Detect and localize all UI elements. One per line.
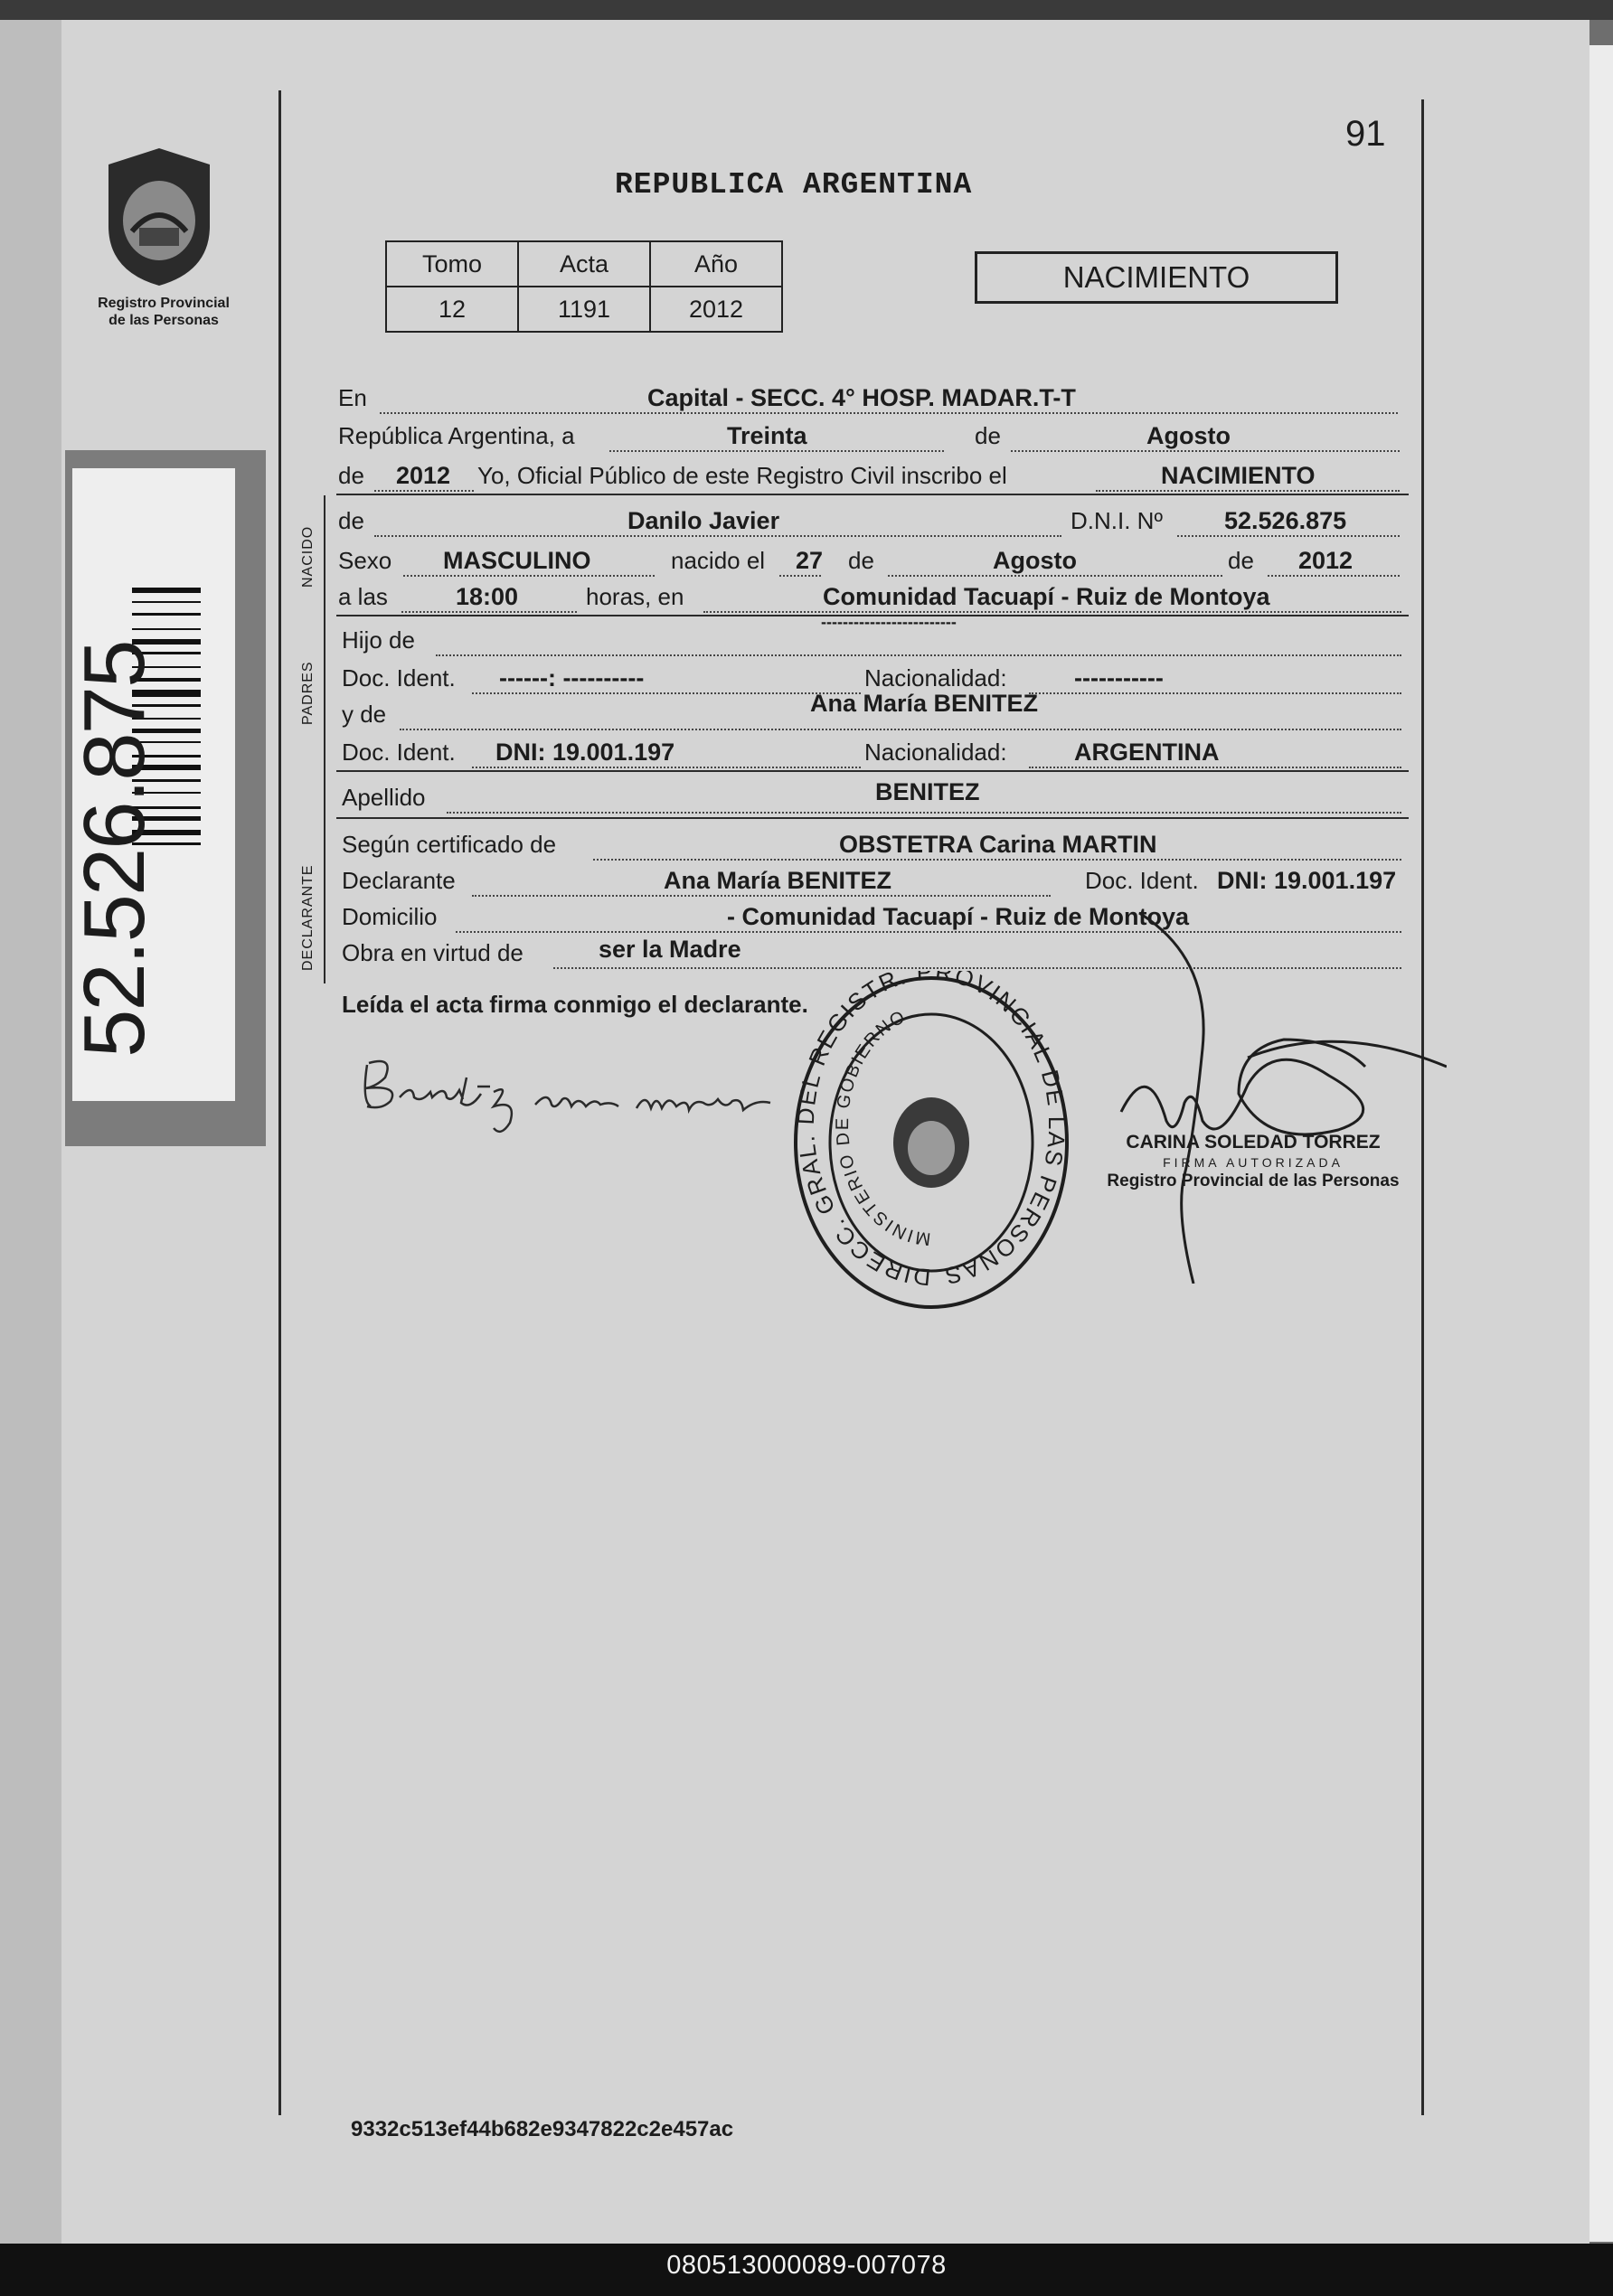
page-edge	[1589, 45, 1613, 2242]
registry-seal-caption	[78, 295, 250, 329]
domicilio-value: - Comunidad Tacuapí - Ruiz de Montoya	[727, 903, 1189, 930]
row-nombre	[336, 499, 1401, 537]
nacido-anio: 2012	[1298, 547, 1354, 574]
republica-label: República Argentina, a	[338, 422, 575, 449]
nacido-de2-label: de	[1228, 547, 1254, 574]
doc1-value: ------: ----------	[499, 664, 645, 692]
declarante-value: Ana María BENITEZ	[664, 867, 892, 894]
official-stamp-block	[1090, 1132, 1416, 1191]
en-label: En	[338, 384, 367, 411]
yde-label: y de	[342, 701, 387, 728]
row-doc2	[336, 730, 1401, 768]
registry-seal-logo	[96, 145, 222, 289]
sexo-value: MASCULINO	[443, 547, 591, 574]
alas-label: a las	[338, 583, 388, 610]
nacido-side-label: NACIDO	[300, 525, 316, 588]
record-table	[385, 240, 783, 333]
row-apellido	[336, 776, 1401, 814]
scan-top-edge	[0, 0, 1613, 20]
row-madre	[336, 692, 1401, 730]
dni-label: D.N.I. Nº	[1071, 507, 1163, 534]
dia-value: Treinta	[727, 422, 807, 449]
nac2-label: Nacionalidad:	[864, 739, 1007, 766]
nacido-label: nacido el	[671, 547, 766, 574]
doc2-label: Doc. Ident.	[342, 739, 456, 766]
row-declarante	[336, 859, 1401, 897]
anio-header: Año	[650, 241, 782, 287]
inscribo-value: NACIMIENTO	[1161, 462, 1316, 489]
page-number: 91	[1345, 114, 1386, 154]
acta-header: Acta	[518, 241, 650, 287]
official-circular-stamp	[790, 971, 1072, 1314]
padres-side-label: PADRES	[300, 661, 316, 725]
doc1-label: Doc. Ident.	[342, 664, 456, 692]
mes-value: Agosto	[1146, 422, 1231, 449]
row-doc1	[336, 656, 1401, 694]
apellido-value: BENITEZ	[875, 778, 980, 805]
binding-strip	[0, 20, 61, 2244]
nacido-de-label: de	[848, 547, 874, 574]
closing-text: Leída el acta firma conmigo el declarante.	[342, 991, 808, 1018]
section-divider-line	[324, 495, 325, 983]
row-certificado	[336, 823, 1401, 861]
tomo-header: Tomo	[386, 241, 518, 287]
inscribo-label: Yo, Oficial Público de este Registro Civil inscribo el	[477, 462, 1007, 489]
anio-value: 2012	[650, 287, 782, 332]
declarante-side-label: DECLARANTE	[300, 864, 316, 971]
decl-doc-value: DNI: 19.001.197	[1217, 867, 1397, 894]
declarant-signature	[358, 1047, 792, 1146]
anio-value: 2012	[396, 462, 451, 489]
official-name: CARINA SOLEDAD TORREZ	[1126, 1132, 1381, 1153]
de2-label: de	[338, 462, 364, 489]
nac1-label: Nacionalidad:	[864, 664, 1007, 692]
tomo-value: 12	[386, 287, 518, 332]
acta-value: 1191	[518, 287, 650, 332]
en-value: Capital - SECC. 4° HOSP. MADAR.T-T	[647, 384, 1076, 411]
row-hijo	[336, 613, 1401, 656]
official-office: Registro Provincial de las Personas	[1107, 1172, 1400, 1190]
nacido-mes: Agosto	[993, 547, 1077, 574]
official-signature	[1067, 904, 1447, 1284]
nacido-dia: 27	[796, 547, 824, 574]
barcode-number: 52.526.875	[66, 641, 163, 1058]
stamp-outer-text: DIRECC. GRAL. DEL REGISTR. PROVINCIAL DE LAS PERSONAS	[791, 971, 1071, 1292]
decl-doc-label: Doc. Ident.	[1085, 867, 1199, 894]
doc2-value: DNI: 19.001.197	[495, 739, 675, 766]
hijo-label: Hijo de	[342, 626, 415, 654]
lugar-value: Comunidad Tacuapí - Ruiz de Montoya	[823, 583, 1270, 610]
dni-value: 52.526.875	[1224, 507, 1347, 534]
row-sexo	[336, 539, 1401, 577]
declarante-label: Declarante	[342, 867, 456, 894]
obra-label: Obra en virtud de	[342, 939, 524, 966]
certificado-label: Según certificado de	[342, 831, 557, 858]
row-republica	[336, 414, 1401, 452]
left-margin-line	[278, 90, 281, 2115]
nombre-value: Danilo Javier	[627, 507, 780, 534]
padre-value: -------------------------	[821, 613, 957, 631]
registry-caption-line-2: de las Personas	[108, 313, 219, 328]
certificado-value: OBSTETRA Carina MARTIN	[839, 831, 1157, 858]
stamp-inner-text: MINISTERIO DE GOBIERNO	[832, 1006, 932, 1249]
scan-footer-code: 080513000089-007078	[666, 2251, 947, 2280]
apellido-label: Apellido	[342, 784, 426, 811]
de-label: de	[975, 422, 1001, 449]
nac1-value: -----------	[1074, 664, 1164, 692]
row-inscribo	[336, 454, 1401, 492]
row-hora	[336, 575, 1401, 613]
official-role: FIRMA AUTORIZADA	[1163, 1155, 1344, 1170]
registry-caption-line-1: Registro Provincial	[98, 296, 230, 311]
document-hash: 9332c513ef44b682e9347822c2e457ac	[351, 2117, 734, 2141]
horas-label: horas, en	[586, 583, 684, 610]
nombre-label: de	[338, 507, 364, 534]
sexo-label: Sexo	[338, 547, 392, 574]
document-title: REPUBLICA ARGENTINA	[615, 168, 973, 202]
row-en	[336, 376, 1401, 414]
hora-value: 18:00	[456, 583, 519, 610]
obra-value: ser la Madre	[599, 936, 741, 963]
madre-value: Ana María BENITEZ	[810, 690, 1039, 717]
act-type-box: NACIMIENTO	[975, 251, 1338, 304]
domicilio-label: Domicilio	[342, 903, 438, 930]
nac2-value: ARGENTINA	[1074, 739, 1220, 766]
